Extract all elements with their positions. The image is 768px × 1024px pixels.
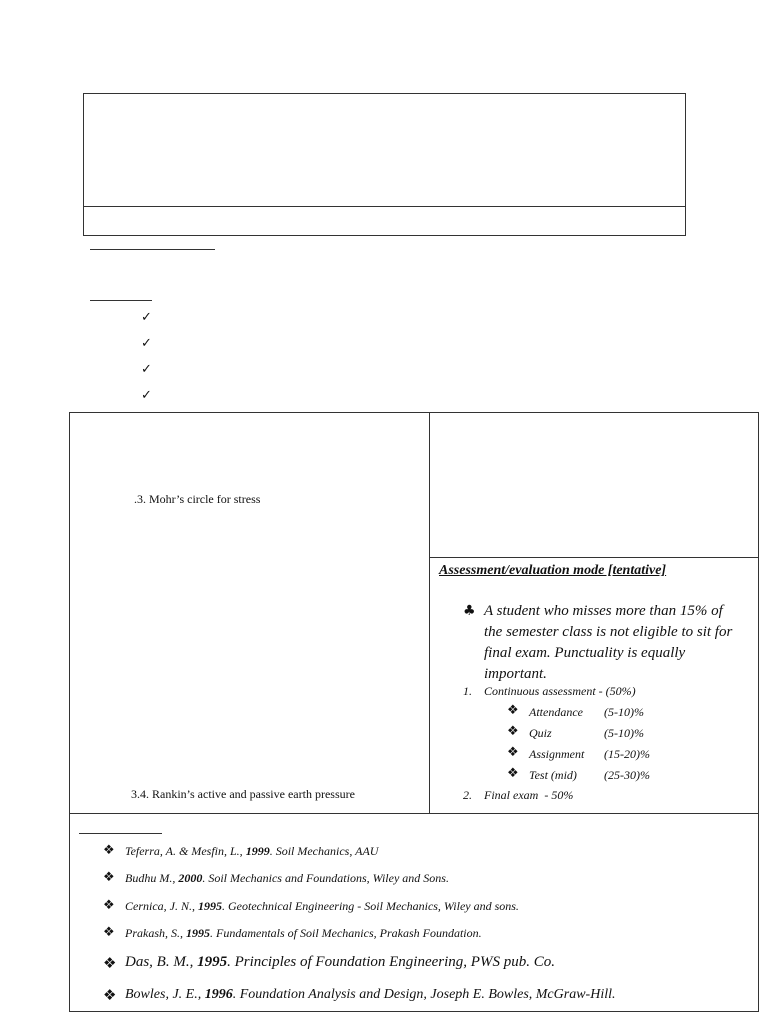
- diamond-icon: ❖: [103, 870, 115, 885]
- reference-authors: Bowles, J. E.,: [125, 987, 205, 1002]
- reference-year: 2000: [178, 871, 203, 885]
- sub-item-value: (5-10)%: [604, 705, 644, 719]
- reference-title: . Principles of Foundation Engineering, PWS pub. Co.: [227, 954, 555, 970]
- diamond-icon: ❖: [507, 703, 519, 718]
- references-underline: [79, 833, 162, 834]
- diamond-icon: ❖: [103, 986, 117, 1004]
- reference-item: [125, 844, 378, 859]
- heading-underline-1: [90, 249, 215, 250]
- club-icon: ♣: [463, 603, 476, 619]
- sub-item-value: (15-20)%: [604, 747, 650, 761]
- diamond-icon: ❖: [507, 724, 519, 739]
- assessment-item-final-exam: Final exam - 50%: [484, 788, 574, 802]
- sub-item-value: (5-10)%: [604, 726, 644, 740]
- reference-year: 1996: [204, 987, 233, 1002]
- reference-title: . Soil Mechanics, AAU: [269, 844, 379, 858]
- note-line: the semester class is not eligible to sit for: [484, 624, 733, 640]
- diamond-icon: ❖: [103, 898, 115, 913]
- assessment-item-number: 1.: [463, 684, 472, 698]
- assessment-heading: Assessment/evaluation mode [tentative]: [439, 563, 667, 578]
- reference-item: [125, 871, 449, 886]
- reference-authors: Prakash, S.,: [125, 926, 186, 940]
- sub-item-label: Test (mid): [529, 768, 577, 782]
- reference-item: [125, 899, 519, 914]
- right-cell-divider: [429, 557, 759, 558]
- topic-earth-pressure: 3.4. Rankin’s active and passive earth pressure: [131, 787, 355, 801]
- reference-year: 1995: [198, 899, 222, 913]
- diamond-icon: ❖: [103, 843, 115, 858]
- check-icon: ✓: [141, 362, 152, 377]
- heading-underline-2: [90, 300, 152, 301]
- attendance-note: [484, 601, 732, 685]
- reference-item: [125, 954, 555, 971]
- header-box: [83, 93, 686, 236]
- reference-year: 1995: [197, 954, 228, 970]
- reference-authors: Das, B. M.,: [125, 954, 198, 970]
- reference-title: . Fundamentals of Soil Mechanics, Prakash Foundation.: [210, 926, 482, 940]
- diamond-icon: ❖: [507, 745, 519, 760]
- reference-authors: Budhu M.,: [125, 871, 179, 885]
- reference-item: [125, 926, 482, 941]
- reference-year: 1999: [245, 844, 270, 858]
- reference-year: 1995: [186, 926, 210, 940]
- assessment-item-number: 2.: [463, 788, 472, 802]
- sub-item-value: (25-30)%: [604, 768, 650, 782]
- reference-item: [125, 987, 615, 1003]
- note-line: A student who misses more than 15% of: [484, 603, 723, 619]
- reference-title: . Soil Mechanics and Foundations, Wiley and Sons.: [202, 871, 449, 885]
- reference-authors: Cernica, J. N.,: [125, 899, 198, 913]
- header-box-divider: [83, 206, 686, 207]
- check-icon: ✓: [141, 310, 152, 325]
- diamond-icon: ❖: [103, 925, 115, 940]
- sub-item-label: Quiz: [529, 726, 552, 740]
- check-icon: ✓: [141, 336, 152, 351]
- reference-title: . Foundation Analysis and Design, Joseph E. Bowles, McGraw-Hill.: [232, 987, 616, 1002]
- diamond-icon: ❖: [507, 766, 519, 781]
- sub-item-label: Assignment: [529, 747, 585, 761]
- reference-title: . Geotechnical Engineering - Soil Mechanics, Wiley and sons.: [222, 899, 519, 913]
- sub-item-label: Attendance: [529, 705, 583, 719]
- references-divider: [69, 813, 759, 814]
- reference-authors: Teferra, A. & Mesfin, L.,: [125, 844, 246, 858]
- topic-mohrs-circle: .3. Mohr’s circle for stress: [134, 492, 261, 506]
- diamond-icon: ❖: [103, 954, 117, 972]
- note-line: final exam. Punctuality is equally: [484, 645, 686, 661]
- check-icon: ✓: [141, 388, 152, 403]
- column-divider: [429, 412, 430, 814]
- assessment-item-continuous: Continuous assessment - (50%): [484, 684, 636, 698]
- note-line: important.: [484, 666, 547, 682]
